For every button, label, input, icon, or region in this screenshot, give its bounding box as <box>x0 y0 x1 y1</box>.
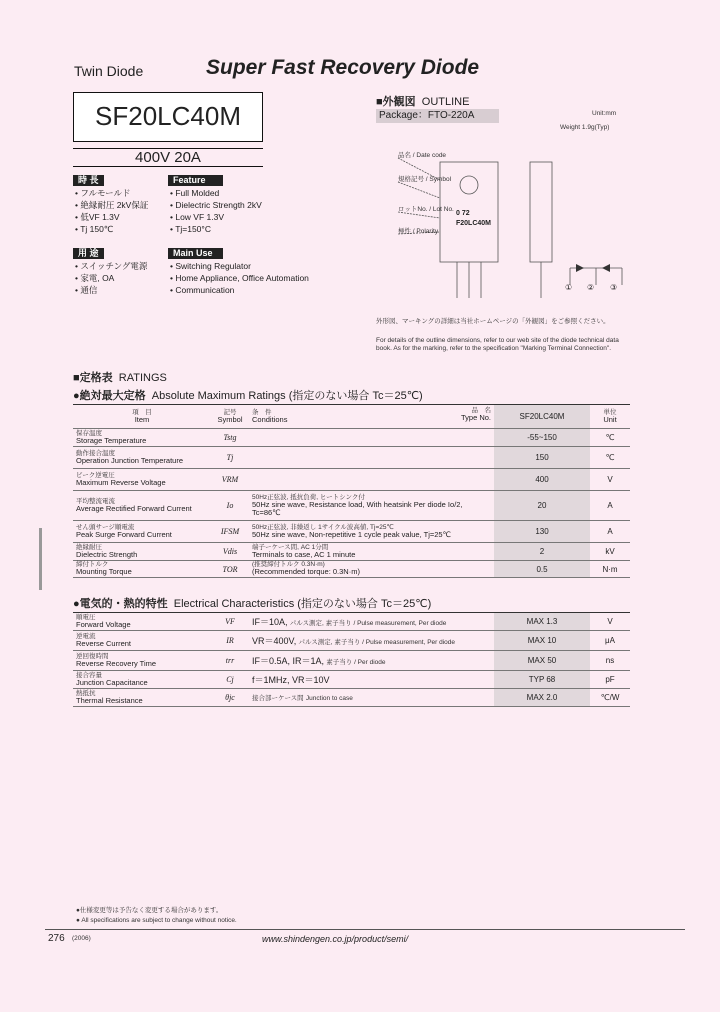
abs-max-table <box>73 404 630 578</box>
table-row: 動作接合温度 Operation Junction Temperature Tj 150 ℃ <box>73 447 630 469</box>
feature-ja-list: • フルモールド • 絶縁耐圧 2kV保証 • 低VF 1.3V • Tj 150℃ <box>75 188 149 234</box>
abs-max-header: 項 目 Item 記号 Symbol 条 件 Conditions 品 名 Type No. SF20LC40M 単位 Unit <box>73 405 630 429</box>
package-label: Package：FTO-220A <box>376 109 499 123</box>
diode-symbol-2 <box>602 264 610 272</box>
outline-note-en: For details of the outline dimensions, refer to our web site of the diode technical data book. As for the marking, refer to the specification "Marking Terminal Connection". <box>376 337 619 352</box>
table-row: 締付トルク Mounting Torque TOR (推奨締付トルク 0.3N·m) (Recommended torque: 0.3N·m) 0.5 N·m <box>73 561 630 578</box>
footer-year: (2006) <box>72 935 91 942</box>
outline-label-4: 極性 / Polarity <box>398 228 439 235</box>
ratings-title: ■定格表 RATINGS <box>73 372 167 384</box>
feature-en-label: Feature <box>168 175 223 186</box>
table-row: 接合容量 Junction Capacitance Cj f＝1MHz, VR＝10V TYP 68 pF <box>73 671 630 689</box>
weight-label: Weight 1.9g(Typ) <box>560 124 610 131</box>
pin-3: ③ <box>610 283 618 292</box>
use-en-list: • Switching Regulator • Home Appliance, Office Automation • Communication <box>170 261 309 295</box>
pin-2: ② <box>587 283 595 292</box>
elec-table <box>73 612 630 707</box>
page-title: Super Fast Recovery Diode <box>206 56 480 79</box>
rating-label: 400V 20A <box>73 148 263 167</box>
table-row: 平均整流電流 Average Rectified Forward Current Io 50Hz正弦波, 抵抗負荷, ヒートシンク付 50Hz sine wave, Resistance load, With heatsink Per diode Io/2, Tc=86℃ 20 A <box>73 491 630 521</box>
abs-max-title: ●絶対最大定格 Absolute Maximum Ratings (指定のない場合 Tc＝25℃) <box>73 390 423 402</box>
use-en-label: Main Use <box>168 248 223 259</box>
margin-bar <box>39 528 42 590</box>
unit-label: Unit:mm <box>592 110 617 117</box>
outline-drawing <box>370 140 635 310</box>
category-label: Twin Diode <box>74 63 144 79</box>
table-row: 絶縁耐圧 Dielectric Strength Vdis 端子ーケース間, AC 1分間 Terminals to case, AC 1 minute 2 kV <box>73 543 630 561</box>
feature-ja-label: 時 長 <box>73 175 104 186</box>
table-row: 熱抵抗 Thermal Resistance θjc 接合部ーケース間 Junction to case MAX 2.0 ℃/W <box>73 689 630 707</box>
part-number-box <box>73 92 263 142</box>
use-ja-list: • スイッチング電源 • 家電, OA • 通信 <box>75 261 148 295</box>
elec-title: ●電気的・熱的特性 Electrical Characteristics (指定のない場合 Tc＝25℃) <box>73 598 432 610</box>
outline-note-ja: 外形図、マーキングの詳細は当社ホームページの「外観図」をご参照ください。 <box>376 318 610 325</box>
footer-divider <box>45 929 685 930</box>
outline-label-2: 規格記号 / Symbol <box>398 176 452 183</box>
feature-en-list: • Full Molded • Dielectric Strength 2kV • Low VF 1.3V • Tj=150°C <box>170 188 262 234</box>
use-ja-label: 用 途 <box>73 248 104 259</box>
table-row: 逆電流 Reverse Current IR VR＝400V, パルス測定, 素子当り / Pulse measurement, Per diode MAX 10 μA <box>73 631 630 651</box>
table-row: 保存温度 Storage Temperature Tstg -55~150 ℃ <box>73 429 630 447</box>
marking-part: F20LC40M <box>456 220 492 227</box>
pin-1: ① <box>565 283 573 292</box>
outline-label-3: ロットNo. / Lot No. <box>398 206 454 213</box>
outline-label-1: 品名 / Date code <box>398 152 447 159</box>
table-row: せん頭サージ順電流 Peak Surge Forward Current IFSM 50Hz正弦波, 非繰返し 1サイクル波高値, Tj=25℃ 50Hz sine wave, Non-repetitive 1 cycle peak value, Tj=25℃ 130 A <box>73 521 630 543</box>
table-row: 逆回復時間 Reverse Recovery Time trr IF＝0.5A, IR＝1A, 素子当り / Per diode MAX 50 ns <box>73 651 630 671</box>
footer-note-en: ● All specifications are subject to change without notice. <box>76 917 237 924</box>
side-view <box>530 162 552 262</box>
footer-note-ja: ●仕様変更等は予告なく変更する場合があります。 <box>76 907 223 914</box>
footer-url[interactable]: www.shindengen.co.jp/product/semi/ <box>262 934 409 944</box>
table-row: 順電圧 Forward Voltage VF IF＝10A, パルス測定, 素子当り / Pulse measurement, Per diode MAX 1.3 V <box>73 613 630 631</box>
marking-top: 0 72 <box>456 210 470 217</box>
outline-title: ■外観図 OUTLINE <box>376 96 470 108</box>
part-number: SF20LC40M <box>95 101 241 131</box>
page-number: 276 <box>48 933 65 944</box>
diode-symbol-1 <box>576 264 584 272</box>
table-row: ピーク逆電圧 Maximum Reverse Voltage VRM 400 V <box>73 469 630 491</box>
